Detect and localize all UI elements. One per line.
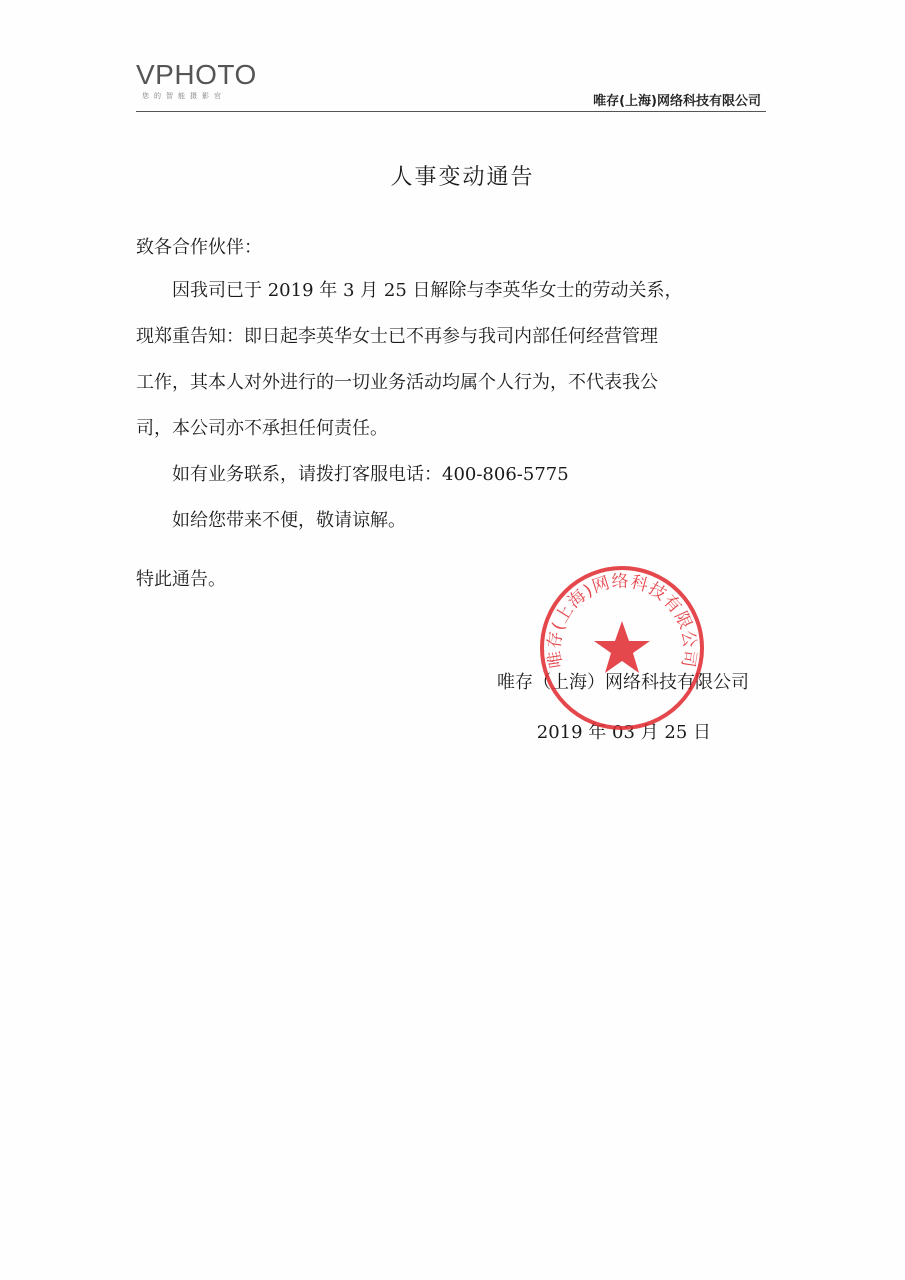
- paragraph-1-line: 司，本公司亦不承担任何责任。: [136, 418, 388, 439]
- paragraph-1-line: 工作，其本人对外进行的一切业务活动均属个人行为，不代表我公: [136, 372, 658, 393]
- company-seal-stamp: [537, 563, 707, 733]
- logo-wordmark: VPHOTO: [136, 59, 257, 90]
- paragraph-3: 如给您带来不便，敬请谅解。: [172, 510, 406, 531]
- signature-company: 唯存（上海）网络科技有限公司: [497, 672, 749, 693]
- signature-date: 2019 年 03 月 25 日: [536, 722, 711, 743]
- header-divider: [136, 111, 766, 112]
- paragraph-1-line: 因我司已于 2019 年 3 月 25 日解除与李英华女士的劳动关系，: [172, 280, 683, 301]
- seal-text: 唯存(上海)网络科技有限公司: [544, 571, 700, 670]
- paragraph-1: [136, 268, 756, 452]
- document-title: 人事变动通告: [390, 165, 535, 190]
- logo-tagline: 您的智能摄影官: [142, 92, 226, 100]
- company-logo: [136, 60, 276, 104]
- closing-line: 特此通告。: [136, 569, 226, 590]
- paragraph-1-line: 现郑重告知：即日起李英华女士已不再参与我司内部任何经营管理: [136, 326, 658, 347]
- header-company-name: 唯存(上海)网络科技有限公司: [593, 94, 761, 109]
- salutation: 致各合作伙伴：: [136, 237, 262, 258]
- paragraph-2: 如有业务联系，请拨打客服电话：400-806-5775: [172, 464, 569, 485]
- star-icon: [594, 621, 650, 673]
